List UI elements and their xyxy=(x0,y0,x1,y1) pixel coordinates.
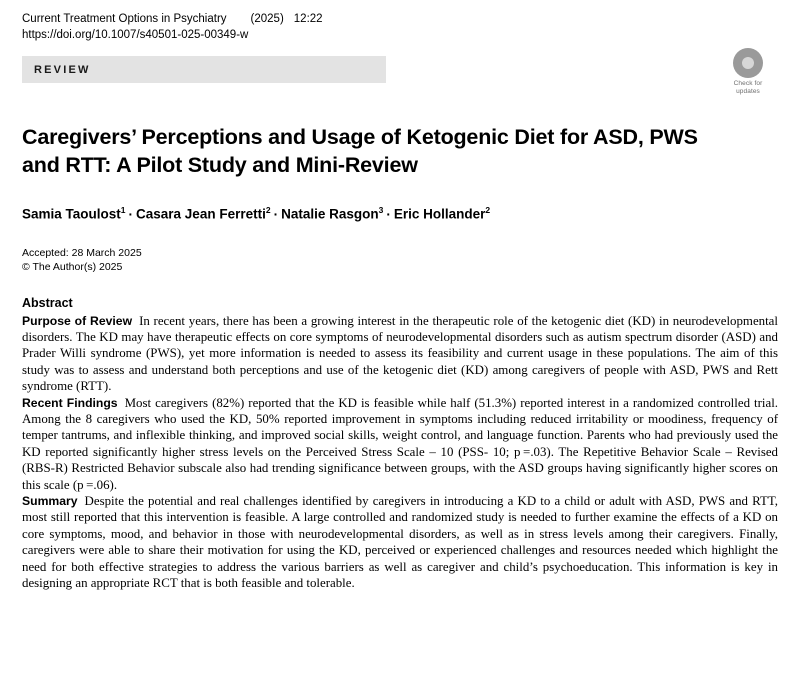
copyright-line: © The Author(s) 2025 xyxy=(22,260,123,273)
author-affiliation-marker: 3 xyxy=(378,205,384,215)
page-title: Caregivers’ Perceptions and Usage of Ketogenic Diet for ASD, PWS and RTT: A Pilot Study and Mini-Review xyxy=(22,125,698,177)
abstract-section-text: Most caregivers (82%) reported that the KD is feasible while half (51.3%) reported interest in a randomized controlled trial. Among the 8 caregivers who used the KD, 50% reported improvement in symptoms including reduced irritability or moodiness, frequency of temper tantrums, and inflexible thinking, and improved social skills, weight control, and language function. Parents who had previously used the KD reported significantly higher stress levels on the Perceived Stress Scale – 10 (PSS- 10; p =.03). The Repetitive Behavior Scale – Revised (RBS-R) Restricted Behavior subscale also had trending significance between groups, with the ASD groups having significantly higher scores on this scale (p =.06). xyxy=(22,395,778,492)
author-name: Eric Hollander xyxy=(393,206,486,222)
author-list xyxy=(22,205,778,222)
crossmark-icon xyxy=(733,48,763,78)
abstract-section xyxy=(22,493,778,591)
abstract-heading: Abstract xyxy=(22,295,73,310)
author-separator: · xyxy=(273,206,279,222)
crossmark-line-2: updates xyxy=(736,88,760,95)
abstract-section xyxy=(22,313,778,395)
author-name: Casara Jean Ferretti xyxy=(136,206,266,222)
journal-header xyxy=(22,12,778,27)
article-type-label: REVIEW xyxy=(34,63,91,76)
author-name: Samia Taoulost xyxy=(22,206,121,222)
publication-dates xyxy=(22,246,778,274)
author-name: Natalie Rasgon xyxy=(281,206,379,222)
article-type-banner xyxy=(22,56,386,83)
abstract-section-label: Summary xyxy=(22,493,78,508)
abstract-section xyxy=(22,395,778,493)
abstract-section-label: Recent Findings xyxy=(22,395,118,410)
author-separator: · xyxy=(386,206,391,222)
abstract-section-text: In recent years, there has been a growing interest in the therapeutic role of the ketogenic diet (KD) in neurodevelopmental disorders. The KD may have therapeutic effects on core symptoms of neurodevelopmental disorders such as autism spectrum disorder (ASD) and Prader Willi syndrome (PWS), yet more information is needed to assess its feasibility and current usage in these populations. The aim of this study was to assess and understand both perceptions and use of the ketogenic diet (KD) among caregivers of people with ASD, PWS and Rett syndrome (RTT). xyxy=(22,313,778,394)
journal-year: (2025) xyxy=(250,13,284,25)
journal-title: Current Treatment Options in Psychiatry xyxy=(22,13,227,25)
crossmark-line-1: Check for xyxy=(733,80,763,87)
author-separator: · xyxy=(128,206,134,222)
crossmark-badge[interactable] xyxy=(720,48,776,104)
accepted-date: Accepted: 28 March 2025 xyxy=(22,246,142,259)
author-affiliation-marker: 2 xyxy=(485,205,491,215)
doi-link[interactable]: https://doi.org/10.1007/s40501-025-00349-w xyxy=(22,29,249,41)
journal-volume-issue: 12:22 xyxy=(293,13,323,25)
author-affiliation-marker: 1 xyxy=(120,205,126,215)
abstract-section-label: Purpose of Review xyxy=(22,313,133,328)
author-affiliation-marker: 2 xyxy=(265,205,271,215)
abstract-section-text: Despite the potential and real challenges identified by caregivers in introducing a KD to a child or adult with ASD, PWS and RTT, most still reported that this intervention is feasible. A large controlled and randomized study is needed to further examine the effects of a KD on core symptoms, mood, and behavior in those with neurodevelopmental disorders, as well as in stress levels among their caregivers. Finally, caregivers were able to share their motivation for using the KD, perceived or experienced challenges and resources needed which highlight the need for both effective strategies to address the various barriers as well as caregiver and child’s psychoeducation. This information is key in designing an appropriate RCT that is both feasible and tolerable. xyxy=(22,493,778,590)
abstract-body xyxy=(22,313,778,592)
